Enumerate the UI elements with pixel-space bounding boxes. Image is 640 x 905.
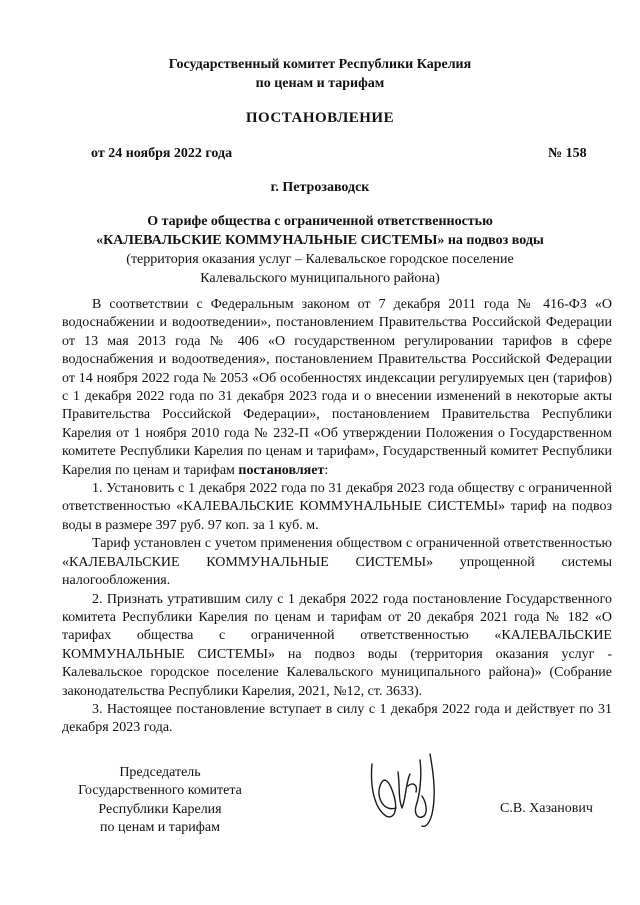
signatory-position-line3: Республики Карелия (98, 801, 222, 817)
item-3-paragraph: 3. Настоящее постановление вступает в силу с 1 декабря 2022 года и действует по 31 декабря 2023 года. (62, 701, 612, 736)
title-line1: О тарифе общества с ограниченной ответственностью (147, 214, 493, 229)
title-line4: Калевальского муниципального района) (200, 271, 440, 286)
preamble-paragraph (62, 296, 612, 480)
item-1-paragraph: 1. Установить с 1 декабря 2022 года по 31 декабря 2023 года обществу с ограниченной ответственностью «КАЛЕВАЛЬСКИЕ КОММУНАЛЬНЫЕ СИСТЕМЫ» тариф на подвоз воды в размере 397 руб. 97 коп. за 1 куб. м. (62, 481, 612, 533)
preamble-keyword: постановляет (238, 462, 325, 478)
item-1-note-paragraph: Тариф установлен с учетом применения обществом с ограниченной ответственностью «КАЛЕВАЛЬСКИЕ КОММУНАЛЬНЫЕ СИСТЕМЫ» упрощенной системы налогообложения. (62, 536, 612, 589)
signatory-position (60, 764, 260, 838)
title-line2: «КАЛЕВАЛЬСКИЕ КОММУНАЛЬНЫЕ СИСТЕМЫ» на подвоз воды (96, 233, 544, 248)
org-name-line2: по ценам и тарифам (255, 76, 385, 91)
title-line3: (территория оказания услуг – Калевальское городское поселение (126, 252, 514, 267)
signatory-position-line2: Государственного комитета (78, 783, 242, 799)
signatory-position-line1: Председатель (119, 765, 201, 780)
document-body (62, 296, 612, 738)
document-date: от 24 ноября 2022 года (91, 146, 233, 161)
document-city: г. Петрозаводск (270, 180, 370, 195)
document-type: ПОСТАНОВЛЕНИЕ (245, 110, 395, 126)
preamble-end: : (324, 462, 329, 478)
org-name-line1: Государственный комитет Республики Карелия (168, 57, 472, 72)
signatory-position-line4: по ценам и тарифам (100, 820, 220, 836)
handwritten-signature (364, 746, 460, 830)
signatory-name: С.В. Хазанович (500, 801, 593, 816)
preamble-text: В соответствии с Федеральным законом от 7 декабря 2011 года № 416-ФЗ «О водоснабжении и водоотведении», постановлением Правительства Российской Федерации от 13 мая 2013 года № 406 «О государственном регулировании тарифов в сфере водоснабжения и водоотведения», постановлением Правительства Российской Федерации от 14 ноября 2022 года № 2053 «Об особенностях индексации регулируемых цен (тарифов) с 1 декабря 2022 года по 31 декабря 2023 года и о внесении изменений в некоторые акты Правительства Российской Федерации», постановлением Правительства Республики Карелия от 1 ноября 2010 года № 232-П «Об утверждении Положения о Государственном комитете Республики Карелия по ценам и тарифам», Государственный комитет Республики Карелия по ценам и тарифам (62, 297, 612, 478)
document-number: № 158 (548, 146, 587, 161)
item-2-paragraph: 2. Признать утратившим силу с 1 декабря 2022 года постановление Государственного комитета Республики Карелия по ценам и тарифам от 20 декабря 2021 года № 182 «О тарифах общества с ограниченной ответственностью «КАЛЕВАЛЬСКИЕ КОММУНАЛЬНЫЕ СИСТЕМЫ» на подвоз воды (территория оказания услуг - Калевальское городское поселение Калевальского муниципального района)» (Собрание законодательства Республики Карелия, 2021, №12, ст. 3633). (62, 591, 612, 699)
